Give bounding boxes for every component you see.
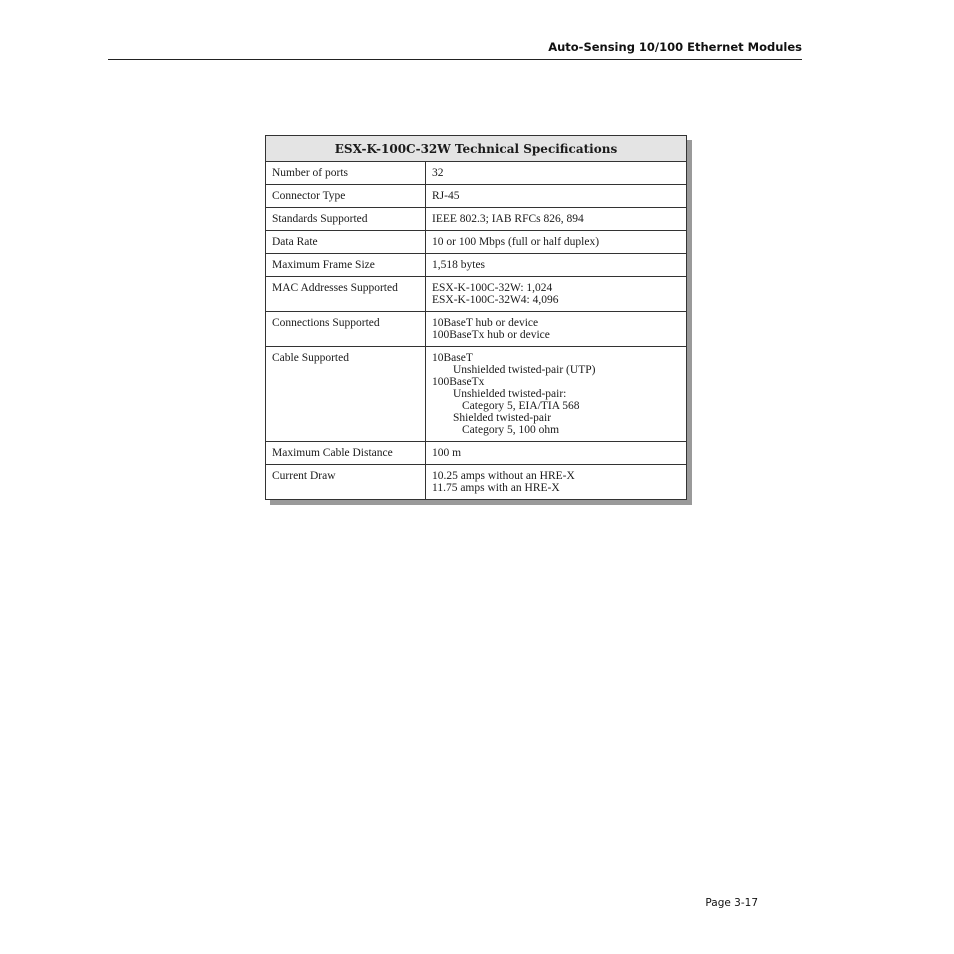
row-value (426, 185, 687, 208)
value-line: 11.75 amps with an HRE-X (432, 482, 560, 494)
table-row (266, 208, 687, 231)
row-value (426, 254, 687, 277)
row-value (426, 277, 687, 312)
row-value (426, 312, 687, 347)
row-label: Maximum Frame Size (266, 254, 426, 277)
value-line: 10BaseT hub or device (432, 317, 539, 329)
value-line: ESX-K-100C-32W: 1,024 (432, 282, 553, 294)
header-title: Auto-Sensing 10/100 Ethernet Modules (548, 40, 802, 54)
value-line: RJ-45 (432, 190, 460, 202)
value-line: Category 5, EIA/TIA 568 (462, 400, 580, 412)
table-row (266, 442, 687, 465)
row-value (426, 442, 687, 465)
value-line: ESX-K-100C-32W4: 4,096 (432, 294, 559, 306)
value-line: Unshielded twisted-pair (UTP) (453, 364, 596, 376)
row-label: Number of ports (266, 162, 426, 185)
row-label: Connector Type (266, 185, 426, 208)
row-value (426, 231, 687, 254)
row-value (426, 465, 687, 500)
value-line: 100BaseTx hub or device (432, 329, 550, 341)
table-title: ESX-K-100C-32W Technical Specifications (266, 136, 687, 162)
value-line: 100BaseTx (432, 376, 485, 388)
row-value (426, 162, 687, 185)
row-value (426, 347, 687, 442)
table-row (266, 254, 687, 277)
table-row (266, 185, 687, 208)
row-value (426, 208, 687, 231)
row-label: Current Draw (266, 465, 426, 500)
value-line: 100 m (432, 447, 462, 459)
value-line: 32 (432, 167, 444, 179)
row-label: MAC Addresses Supported (266, 277, 426, 312)
value-line: IEEE 802.3; IAB RFCs 826, 894 (432, 213, 584, 225)
page-number: Page 3-17 (705, 897, 758, 909)
value-line: Unshielded twisted-pair: (453, 388, 567, 400)
value-line: 10BaseT (432, 352, 473, 364)
value-line: Shielded twisted-pair (453, 412, 552, 424)
value-line: 10.25 amps without an HRE-X (432, 470, 575, 482)
spec-table (265, 135, 687, 500)
header-rule (108, 59, 802, 60)
spec-table-container (265, 135, 687, 500)
table-row (266, 277, 687, 312)
table-row (266, 347, 687, 442)
table-row (266, 465, 687, 500)
row-label: Cable Supported (266, 347, 426, 442)
value-line: 10 or 100 Mbps (full or half duplex) (432, 236, 600, 248)
value-line: Category 5, 100 ohm (462, 424, 560, 436)
row-label: Connections Supported (266, 312, 426, 347)
table-row (266, 162, 687, 185)
table-row (266, 312, 687, 347)
value-line: 1,518 bytes (432, 259, 486, 271)
row-label: Data Rate (266, 231, 426, 254)
table-header-row (266, 136, 687, 162)
table-row (266, 231, 687, 254)
row-label: Maximum Cable Distance (266, 442, 426, 465)
row-label: Standards Supported (266, 208, 426, 231)
